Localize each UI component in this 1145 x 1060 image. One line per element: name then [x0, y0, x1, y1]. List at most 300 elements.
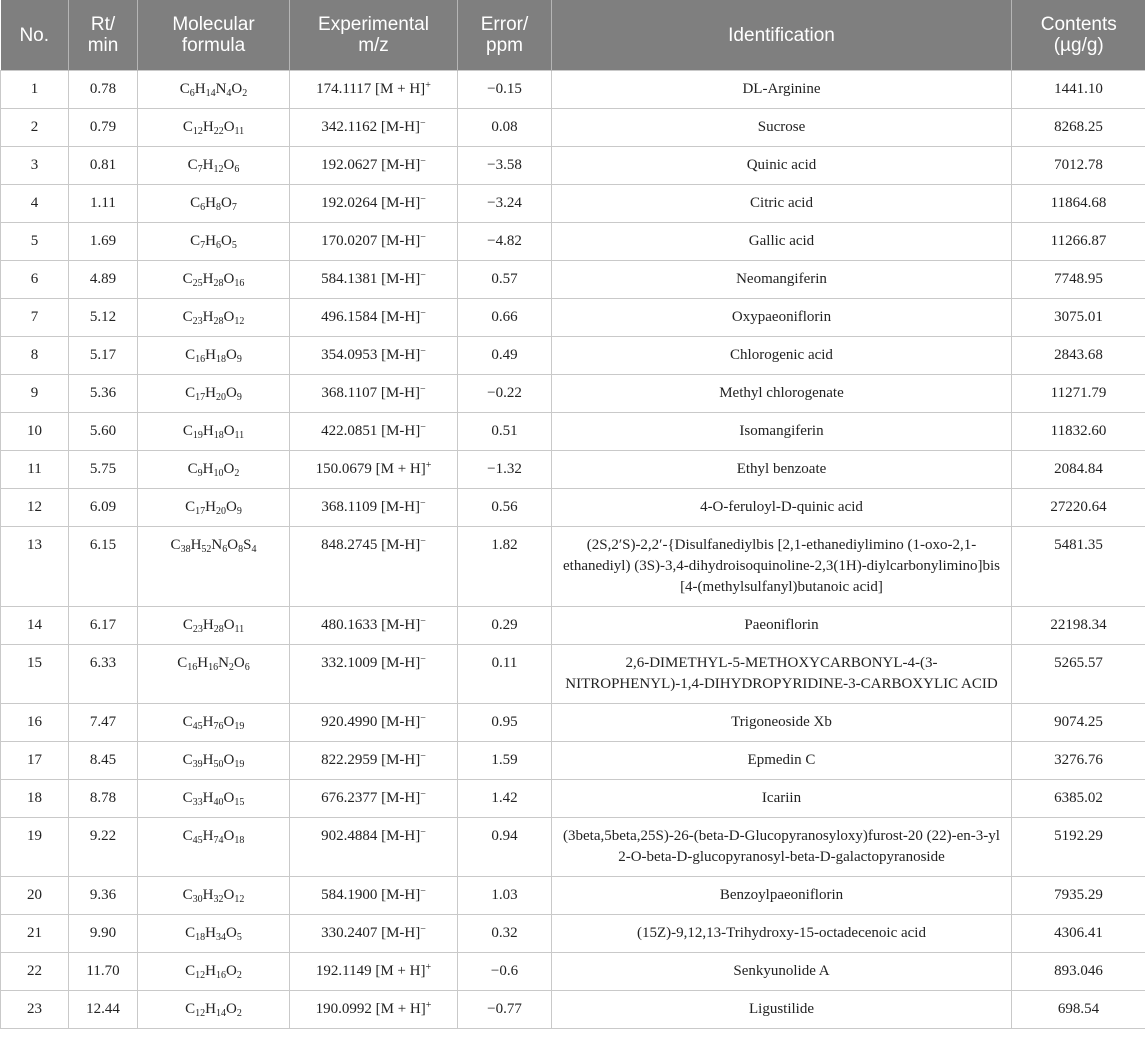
mz-value: 192.1149 [M + H] — [315, 963, 426, 979]
error-ppm: 0.95 — [458, 704, 552, 742]
retention-time: 5.75 — [69, 451, 138, 489]
table-row — [1, 223, 1145, 261]
formula-element: H — [202, 423, 214, 439]
formula-count: 16 — [208, 662, 219, 673]
row-number: 1 — [1, 71, 69, 109]
formula-element: H — [205, 1001, 216, 1017]
mz-value: 496.1584 [M-H] — [321, 309, 421, 325]
formula-count: 16 — [195, 354, 206, 365]
formula-count: 40 — [213, 797, 224, 808]
formula-count: 12 — [234, 316, 245, 327]
retention-time: 4.89 — [69, 261, 138, 299]
formula-count: 17 — [195, 506, 206, 517]
contents: 7012.78 — [1012, 147, 1145, 185]
column-header-contents — [1012, 0, 1145, 71]
formula-count: 2 — [234, 468, 240, 479]
mz-value: 192.0627 [M-H] — [321, 157, 421, 173]
molecular-formula — [138, 147, 290, 185]
retention-time: 7.47 — [69, 704, 138, 742]
molecular-formula — [138, 742, 290, 780]
formula-count: 45 — [192, 721, 203, 732]
mz-value: 368.1107 [M-H] — [321, 385, 420, 401]
molecular-formula — [138, 375, 290, 413]
retention-time: 8.45 — [69, 742, 138, 780]
contents: 11271.79 — [1012, 375, 1145, 413]
ion-charge: − — [420, 654, 426, 665]
ion-charge: − — [420, 616, 426, 627]
formula-element: O — [226, 925, 237, 941]
error-ppm: −0.15 — [458, 71, 552, 109]
column-header-line: ppm — [486, 35, 523, 56]
ion-charge: − — [419, 118, 426, 129]
experimental-mz — [290, 185, 458, 223]
experimental-mz — [290, 299, 458, 337]
row-number: 7 — [1, 299, 69, 337]
formula-count: 12 — [195, 1008, 206, 1019]
retention-time: 5.17 — [69, 337, 138, 375]
experimental-mz — [290, 527, 458, 607]
formula-element: O — [223, 309, 235, 325]
row-number: 10 — [1, 413, 69, 451]
formula-count: 32 — [213, 894, 224, 905]
error-ppm: 1.03 — [458, 877, 552, 915]
retention-time: 11.70 — [69, 953, 138, 991]
formula-count: 23 — [192, 316, 203, 327]
formula-element: O — [223, 714, 235, 730]
error-ppm: 0.94 — [458, 818, 552, 877]
mz-value: 584.1381 [M-H] — [321, 271, 421, 287]
formula-count: 6 — [189, 88, 195, 99]
formula-element: C — [185, 963, 196, 979]
row-number: 17 — [1, 742, 69, 780]
retention-time: 1.11 — [69, 185, 138, 223]
formula-element: H — [202, 119, 214, 135]
formula-count: 7 — [200, 240, 206, 251]
table-row — [1, 704, 1145, 742]
table-row — [1, 645, 1145, 704]
retention-time: 5.36 — [69, 375, 138, 413]
molecular-formula — [138, 953, 290, 991]
formula-element: C — [182, 423, 193, 439]
identification: Gallic acid — [552, 223, 1012, 261]
molecular-formula — [138, 185, 290, 223]
formula-element: H — [202, 828, 214, 844]
row-number: 5 — [1, 223, 69, 261]
row-number: 14 — [1, 607, 69, 645]
identification: Epmedin C — [552, 742, 1012, 780]
formula-element: O — [226, 385, 237, 401]
ion-charge: − — [420, 194, 426, 205]
retention-time: 0.79 — [69, 109, 138, 147]
formula-count: 38 — [180, 544, 191, 555]
table-row — [1, 337, 1145, 375]
error-ppm: −4.82 — [458, 223, 552, 261]
formula-count: 14 — [205, 88, 216, 99]
contents: 6385.02 — [1012, 780, 1145, 818]
formula-count: 50 — [213, 759, 224, 770]
molecular-formula — [138, 877, 290, 915]
formula-count: 9 — [236, 392, 242, 403]
retention-time: 1.69 — [69, 223, 138, 261]
formula-count: 5 — [231, 240, 237, 251]
experimental-mz — [290, 451, 458, 489]
contents: 11832.60 — [1012, 413, 1145, 451]
column-header-line: (µg/g) — [1053, 35, 1104, 56]
experimental-mz — [290, 223, 458, 261]
formula-element: H — [202, 714, 214, 730]
mz-value: 422.0851 [M-H] — [321, 423, 421, 439]
ion-charge: − — [420, 886, 426, 897]
experimental-mz — [290, 337, 458, 375]
contents: 11266.87 — [1012, 223, 1145, 261]
identification: Senkyunolide A — [552, 953, 1012, 991]
formula-count: 8 — [238, 544, 244, 555]
formula-count: 4 — [251, 544, 257, 555]
formula-count: 76 — [213, 721, 224, 732]
column-header-no — [1, 0, 69, 71]
mz-value: 190.0992 [M + H] — [315, 1001, 426, 1017]
table-row — [1, 261, 1145, 299]
error-ppm: 0.32 — [458, 915, 552, 953]
molecular-formula — [138, 261, 290, 299]
experimental-mz — [290, 147, 458, 185]
formula-element: H — [202, 271, 214, 287]
experimental-mz — [290, 109, 458, 147]
retention-time: 9.90 — [69, 915, 138, 953]
row-number: 12 — [1, 489, 69, 527]
ion-charge: + — [425, 962, 432, 973]
molecular-formula — [138, 109, 290, 147]
formula-element: C — [182, 828, 193, 844]
identification: Icariin — [552, 780, 1012, 818]
formula-element: N — [215, 81, 227, 97]
formula-element: H — [205, 195, 216, 211]
experimental-mz — [290, 818, 458, 877]
contents: 4306.41 — [1012, 915, 1145, 953]
formula-element: H — [202, 461, 214, 477]
experimental-mz — [290, 991, 458, 1029]
column-header-error — [458, 0, 552, 71]
mz-value: 192.0264 [M-H] — [321, 195, 421, 211]
formula-element: C — [185, 499, 196, 515]
row-number: 22 — [1, 953, 69, 991]
mz-value: 480.1633 [M-H] — [321, 617, 421, 633]
formula-count: 19 — [234, 721, 245, 732]
ion-charge: − — [420, 789, 426, 800]
ion-charge: − — [420, 232, 426, 243]
table-row — [1, 489, 1145, 527]
formula-element: H — [194, 81, 206, 97]
identification: Chlorogenic acid — [552, 337, 1012, 375]
retention-time: 6.17 — [69, 607, 138, 645]
formula-count: 12 — [195, 970, 206, 981]
error-ppm: 1.42 — [458, 780, 552, 818]
table-row — [1, 109, 1145, 147]
mz-value: 150.0679 [M + H] — [315, 461, 426, 477]
molecular-formula — [138, 607, 290, 645]
ion-charge: + — [425, 460, 432, 471]
formula-element: H — [205, 499, 216, 515]
ion-charge: − — [420, 346, 426, 357]
molecular-formula — [138, 299, 290, 337]
formula-count: 11 — [234, 624, 245, 635]
column-header-line: Contents — [1040, 14, 1117, 35]
formula-element: O — [231, 81, 243, 97]
formula-count: 6 — [244, 662, 250, 673]
formula-count: 6 — [234, 164, 240, 175]
table-body — [1, 71, 1145, 1029]
column-header-line: m/z — [358, 35, 389, 56]
retention-time: 6.33 — [69, 645, 138, 704]
experimental-mz — [290, 915, 458, 953]
formula-element: H — [205, 925, 216, 941]
formula-count: 9 — [236, 506, 242, 517]
formula-element: C — [179, 81, 190, 97]
formula-count: 12 — [192, 126, 203, 137]
formula-count: 15 — [234, 797, 245, 808]
formula-count: 18 — [234, 835, 245, 846]
formula-count: 20 — [216, 392, 226, 403]
retention-time: 9.36 — [69, 877, 138, 915]
row-number: 2 — [1, 109, 69, 147]
contents: 7935.29 — [1012, 877, 1145, 915]
ion-charge: + — [425, 80, 431, 91]
error-ppm: 0.11 — [458, 645, 552, 704]
contents: 2843.68 — [1012, 337, 1145, 375]
table-row — [1, 607, 1145, 645]
contents: 1441.10 — [1012, 71, 1145, 109]
mz-value: 902.4884 [M-H] — [321, 828, 421, 844]
contents: 5192.29 — [1012, 818, 1145, 877]
formula-count: 7 — [231, 202, 237, 213]
formula-element: H — [190, 537, 202, 553]
experimental-mz — [290, 413, 458, 451]
ion-charge: − — [420, 827, 426, 838]
retention-time: 12.44 — [69, 991, 138, 1029]
experimental-mz — [290, 704, 458, 742]
identification: Sucrose — [552, 109, 1012, 147]
ion-charge: − — [420, 924, 426, 935]
contents: 5481.35 — [1012, 527, 1145, 607]
contents: 5265.57 — [1012, 645, 1145, 704]
formula-element: H — [205, 233, 216, 249]
experimental-mz — [290, 375, 458, 413]
experimental-mz — [290, 953, 458, 991]
formula-count: 22 — [213, 126, 224, 137]
formula-count: 74 — [213, 835, 224, 846]
contents: 8268.25 — [1012, 109, 1145, 147]
header-row — [1, 0, 1145, 71]
table-row — [1, 147, 1145, 185]
formula-element: O — [223, 790, 235, 806]
row-number: 16 — [1, 704, 69, 742]
formula-count: 19 — [234, 759, 245, 770]
table-row — [1, 953, 1145, 991]
formula-element: C — [185, 925, 196, 941]
table-row — [1, 991, 1145, 1029]
table-row — [1, 299, 1145, 337]
experimental-mz — [290, 645, 458, 704]
mz-value: 848.2745 [M-H] — [321, 537, 421, 553]
ion-charge: − — [420, 751, 426, 762]
mz-value: 170.0207 [M-H] — [321, 233, 421, 249]
molecular-formula — [138, 337, 290, 375]
mz-value: 332.1009 [M-H] — [321, 655, 421, 671]
mz-value: 354.0953 [M-H] — [321, 347, 421, 363]
error-ppm: 1.82 — [458, 527, 552, 607]
formula-count: 23 — [192, 624, 203, 635]
error-ppm: −3.58 — [458, 147, 552, 185]
formula-element: H — [202, 887, 214, 903]
identification: (15Z)-9,12,13-Trihydroxy-15-octadecenoic acid — [552, 915, 1012, 953]
mz-value: 174.1117 [M + H] — [316, 81, 426, 97]
ion-charge: − — [419, 384, 426, 395]
formula-count: 11 — [234, 126, 245, 137]
identification: Quinic acid — [552, 147, 1012, 185]
formula-element: C — [182, 714, 193, 730]
ion-charge: − — [419, 498, 426, 509]
formula-count: 17 — [195, 392, 206, 403]
formula-count: 12 — [213, 164, 224, 175]
column-header-line: Identification — [728, 24, 835, 46]
experimental-mz — [290, 261, 458, 299]
contents: 9074.25 — [1012, 704, 1145, 742]
contents: 27220.64 — [1012, 489, 1145, 527]
identification: Ethyl benzoate — [552, 451, 1012, 489]
formula-element: C — [182, 887, 193, 903]
formula-element: C — [182, 119, 193, 135]
column-header-formula — [138, 0, 290, 71]
formula-count: 6 — [200, 202, 206, 213]
row-number: 8 — [1, 337, 69, 375]
formula-count: 10 — [213, 468, 224, 479]
molecular-formula — [138, 489, 290, 527]
contents: 893.046 — [1012, 953, 1145, 991]
formula-count: 28 — [213, 278, 224, 289]
identification: DL-Arginine — [552, 71, 1012, 109]
formula-element: H — [202, 157, 214, 173]
ion-charge: + — [425, 1000, 432, 1011]
formula-element: O — [223, 271, 235, 287]
formula-element: C — [185, 385, 196, 401]
formula-count: 2 — [236, 1008, 242, 1019]
experimental-mz — [290, 607, 458, 645]
error-ppm: −0.77 — [458, 991, 552, 1029]
identification: (3beta,5beta,25S)-26-(beta-D-Glucopyranosyloxy)furost-20 (22)-en-3-yl 2-O-beta-D-glucopyranosyl-beta-D-galactopyranoside — [552, 818, 1012, 877]
formula-count: 11 — [234, 430, 245, 441]
formula-element: C — [182, 790, 193, 806]
formula-element: O — [223, 752, 235, 768]
identification: Isomangiferin — [552, 413, 1012, 451]
formula-count: 28 — [213, 624, 224, 635]
contents: 2084.84 — [1012, 451, 1145, 489]
formula-element: H — [202, 790, 214, 806]
formula-element: C — [187, 157, 198, 173]
retention-time: 0.81 — [69, 147, 138, 185]
formula-count: 12 — [234, 894, 245, 905]
identification: Methyl chlorogenate — [552, 375, 1012, 413]
error-ppm: 0.66 — [458, 299, 552, 337]
contents: 3276.76 — [1012, 742, 1145, 780]
formula-element: O — [223, 119, 235, 135]
formula-element: C — [190, 233, 201, 249]
formula-count: 18 — [213, 430, 224, 441]
row-number: 9 — [1, 375, 69, 413]
formula-element: S — [243, 537, 252, 553]
table-row — [1, 71, 1145, 109]
formula-count: 39 — [192, 759, 203, 770]
formula-element: O — [226, 347, 237, 363]
molecular-formula — [138, 413, 290, 451]
contents: 3075.01 — [1012, 299, 1145, 337]
table-row — [1, 780, 1145, 818]
formula-count: 30 — [192, 894, 203, 905]
formula-count: 45 — [192, 835, 203, 846]
formula-element: O — [221, 233, 232, 249]
molecular-formula — [138, 780, 290, 818]
mz-value: 676.2377 [M-H] — [321, 790, 421, 806]
formula-count: 20 — [216, 506, 226, 517]
experimental-mz — [290, 877, 458, 915]
error-ppm: 0.08 — [458, 109, 552, 147]
molecular-formula — [138, 645, 290, 704]
row-number: 11 — [1, 451, 69, 489]
contents: 22198.34 — [1012, 607, 1145, 645]
formula-element: O — [221, 195, 232, 211]
formula-count: 6 — [222, 544, 228, 555]
column-header-line: No. — [19, 24, 50, 46]
identification: Neomangiferin — [552, 261, 1012, 299]
ion-charge: − — [420, 308, 426, 319]
column-header-rt — [69, 0, 138, 71]
row-number: 4 — [1, 185, 69, 223]
mz-value: 584.1900 [M-H] — [321, 887, 421, 903]
table-row — [1, 915, 1145, 953]
column-header-line: Rt/ — [90, 14, 116, 35]
experimental-mz — [290, 742, 458, 780]
error-ppm: −1.32 — [458, 451, 552, 489]
column-header-line: Molecular — [172, 14, 255, 35]
formula-count: 52 — [201, 544, 212, 555]
formula-element: O — [223, 423, 235, 439]
formula-element: N — [218, 655, 229, 671]
retention-time: 5.60 — [69, 413, 138, 451]
contents: 698.54 — [1012, 991, 1145, 1029]
molecular-formula — [138, 223, 290, 261]
table-row — [1, 527, 1145, 607]
formula-element: C — [185, 347, 196, 363]
formula-element: O — [223, 828, 235, 844]
ion-charge: − — [420, 156, 426, 167]
row-number: 20 — [1, 877, 69, 915]
formula-count: 7 — [197, 164, 203, 175]
contents: 11864.68 — [1012, 185, 1145, 223]
molecular-formula — [138, 451, 290, 489]
formula-count: 9 — [197, 468, 203, 479]
error-ppm: −0.6 — [458, 953, 552, 991]
retention-time: 5.12 — [69, 299, 138, 337]
formula-count: 2 — [228, 662, 234, 673]
formula-element: O — [223, 157, 235, 173]
experimental-mz — [290, 780, 458, 818]
table-row — [1, 375, 1145, 413]
formula-count: 14 — [216, 1008, 226, 1019]
formula-count: 6 — [216, 240, 221, 251]
error-ppm: 1.59 — [458, 742, 552, 780]
identification: 2,6-DIMETHYL-5-METHOXYCARBONYL-4-(3-NITROPHENYL)-1,4-DIHYDROPYRIDINE-3-CARBOXYLIC ACID — [552, 645, 1012, 704]
formula-count: 4 — [226, 88, 232, 99]
formula-element: N — [211, 537, 223, 553]
